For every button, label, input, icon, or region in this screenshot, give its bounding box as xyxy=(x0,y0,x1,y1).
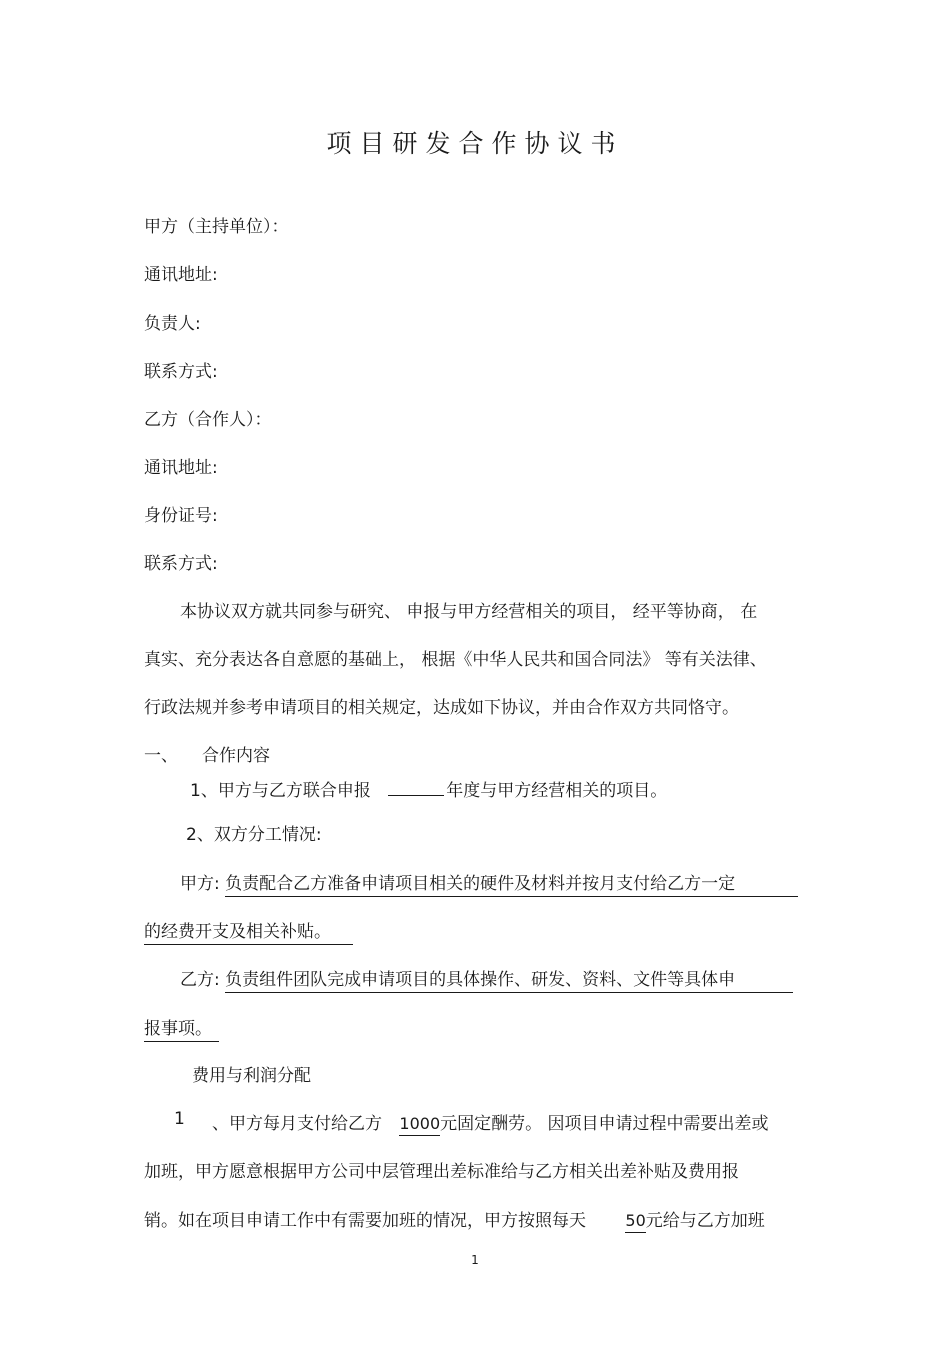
section-2-p3-text: 销。如在项目申请工作中有需要加班的情况，甲方按照每天 xyxy=(144,1211,586,1231)
party-b-contact: 联系方式: xyxy=(144,554,218,574)
item-1 xyxy=(190,776,667,801)
party-a-duty-line-1 xyxy=(180,869,798,897)
section-2-p3-text-end: 元给与乙方加班 xyxy=(645,1211,765,1231)
section-2-p1-text: 、甲方每月支付给乙方 xyxy=(212,1114,382,1134)
year-blank xyxy=(388,779,444,796)
party-b-duty-line-2 xyxy=(144,1014,219,1042)
party-a-contact: 联系方式: xyxy=(144,362,218,382)
section-2-p1-number: 1 xyxy=(174,1109,185,1129)
party-a-label: 甲方（主持单位）： xyxy=(144,217,289,237)
party-b-duty-text-2: 报事项。 xyxy=(144,1014,219,1042)
section-2-p3 xyxy=(144,1206,765,1231)
item-2: 2、双方分工情况: xyxy=(186,825,322,845)
section-2-p2: 加班，甲方愿意根据甲方公司中层管理出差标准给与乙方相关出差补贴及费用报 xyxy=(144,1162,739,1182)
section-2-p1 xyxy=(212,1109,769,1134)
party-a-address: 通讯地址: xyxy=(144,265,218,285)
party-b-label: 乙方（合作人）： xyxy=(144,410,272,430)
section-2-p1-text-end: 元固定酬劳。 因项目申请过程中需要出差或 xyxy=(440,1114,769,1134)
monthly-fee-amount: 1000 xyxy=(399,1114,440,1136)
intro-line-3: 行政法规并参考申请项目的相关规定，达成如下协议，并由合作双方共同恪守。 xyxy=(144,698,739,718)
party-b-address: 通讯地址: xyxy=(144,458,218,478)
party-a-duty-text-2: 的经费开支及相关补贴。 xyxy=(144,917,353,945)
intro-line-1: 本协议双方就共同参与研究、 申报与甲方经营相关的项目， 经平等协商， 在 xyxy=(180,602,758,622)
party-b-duty-label: 乙方: xyxy=(180,970,220,990)
section-1-number: 一、 xyxy=(144,746,178,766)
party-a-duty-line-2 xyxy=(144,917,353,945)
party-a-person: 负责人: xyxy=(144,314,201,334)
party-b-duty-line-1 xyxy=(180,965,793,993)
party-a-duty-label: 甲方: xyxy=(180,874,220,894)
section-2-heading: 费用与利润分配 xyxy=(192,1066,311,1086)
item-1-text-end: 年度与甲方经营相关的项目。 xyxy=(446,781,668,801)
overtime-daily-amount: 50 xyxy=(625,1211,645,1233)
party-a-duty-text: 负责配合乙方准备申请项目相关的硬件及材料并按月支付给乙方一定 xyxy=(225,869,798,897)
document-title: 项目研发合作协议书 xyxy=(326,129,624,158)
item-1-text: 1、甲方与乙方联合申报 xyxy=(190,781,371,801)
section-1-heading: 合作内容 xyxy=(202,746,270,766)
intro-line-2: 真实、充分表达各自意愿的基础上， 根据《中华人民共和国合同法》 等有关法律、 xyxy=(144,650,767,670)
party-b-id-number: 身份证号: xyxy=(144,506,218,526)
page-number: 1 xyxy=(471,1253,479,1267)
party-b-duty-text: 负责组件团队完成申请项目的具体操作、研发、资料、文件等具体申 xyxy=(225,965,793,993)
